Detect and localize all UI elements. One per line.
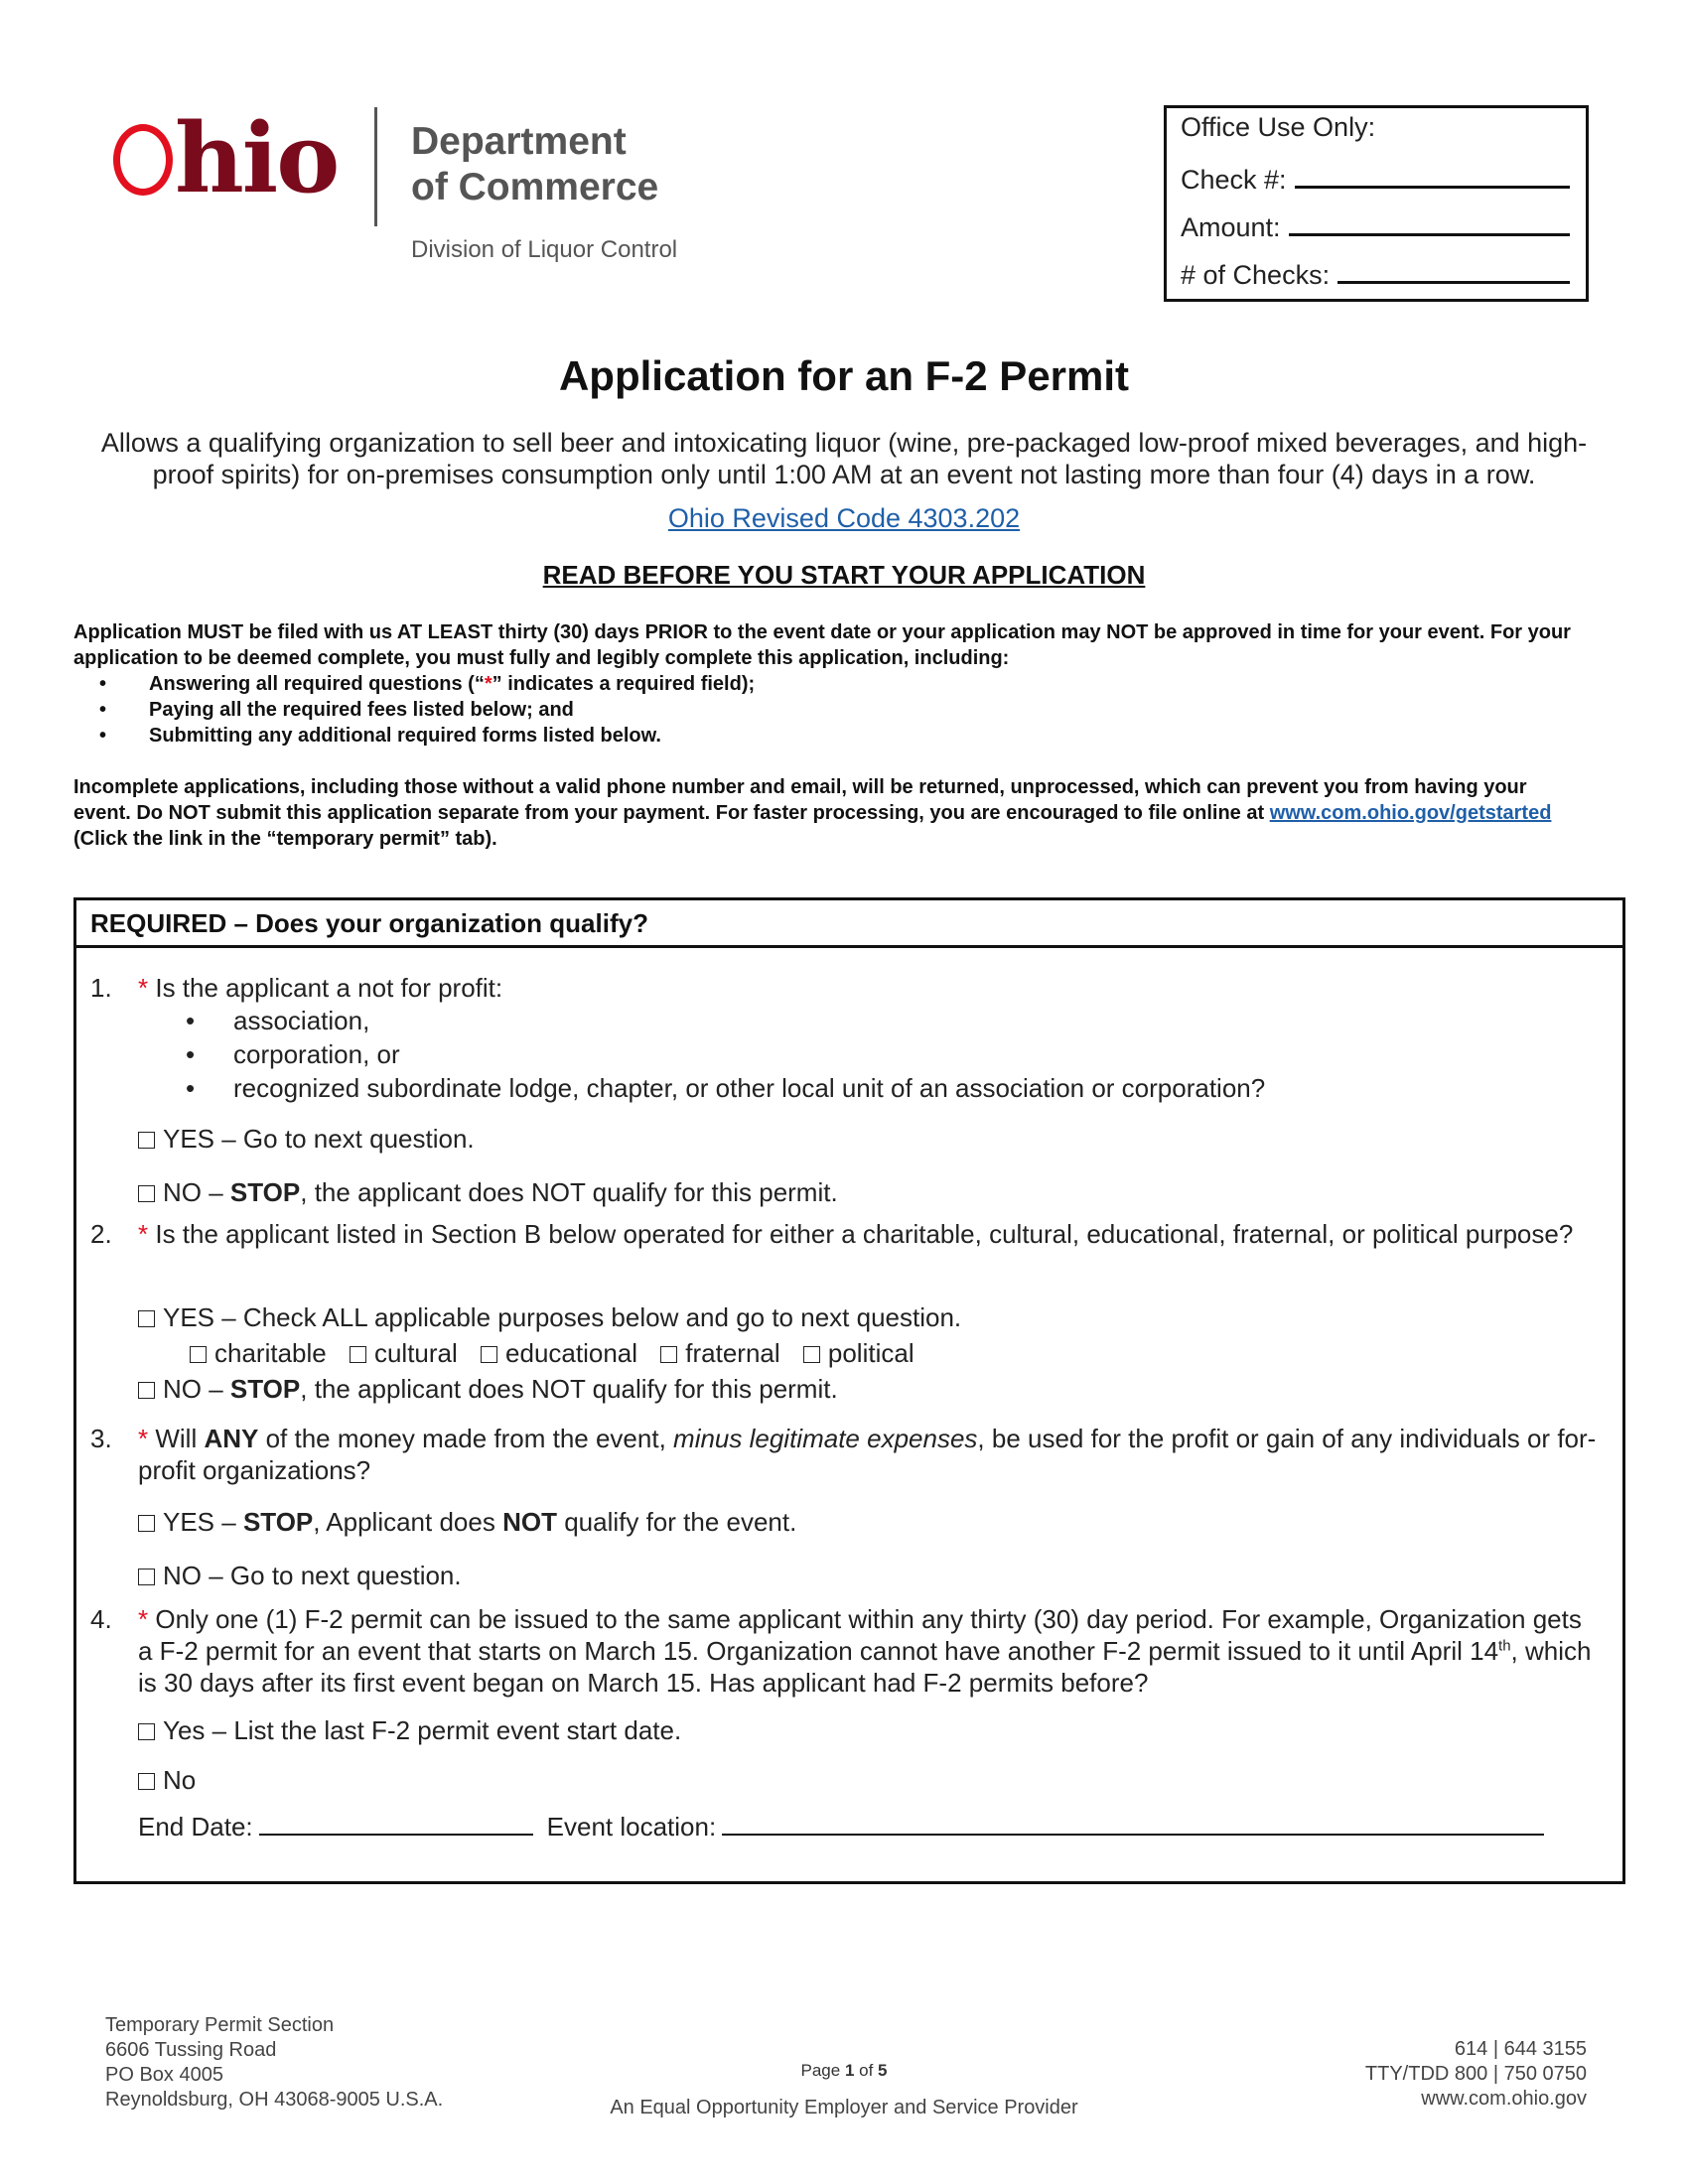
page-label: Page (800, 2061, 845, 2080)
num-checks-field[interactable] (1337, 255, 1570, 284)
q3-no-option[interactable] (138, 1560, 462, 1591)
checkbox[interactable] (138, 1132, 155, 1149)
option-label: , Applicant does (313, 1507, 503, 1537)
option-label: NO – Go to next question. (163, 1561, 462, 1590)
office-check-number-row (1181, 160, 1570, 207)
question-text: , be used for the profit or gain of any individuals or for-profit organizations? (138, 1424, 1597, 1485)
superscript: th (1498, 1637, 1511, 1655)
q1-options-list (186, 1004, 1265, 1105)
checkbox[interactable] (138, 1773, 155, 1790)
option-label: YES – Check ALL applicable purposes below and go to next question. (163, 1302, 962, 1332)
event-location-label: Event location: (546, 1812, 717, 1842)
q2-no-option[interactable] (138, 1373, 838, 1405)
purpose-charitable[interactable] (190, 1338, 327, 1368)
tty-number: TTY/TDD 800 | 750 0750 (1364, 2063, 1587, 2085)
getstarted-link[interactable]: www.com.ohio.gov/getstarted (1269, 802, 1552, 824)
checkbox[interactable] (138, 1185, 155, 1202)
question-1 (90, 972, 1600, 1004)
instructions-list-item: • Paying all the required fees listed below; and (73, 697, 1583, 723)
purpose-fraternal[interactable] (660, 1338, 779, 1368)
equal-opportunity-statement: An Equal Opportunity Employer and Service Provider (610, 2097, 1078, 2118)
num-checks-label: # of Checks: (1181, 260, 1331, 290)
paragraph-text: (Click the link in the “temporary permit” tab). (73, 828, 497, 850)
question-number: 2. (90, 1219, 112, 1249)
question-3 (90, 1423, 1600, 1486)
question-number: 1. (90, 973, 112, 1003)
end-date-field[interactable] (259, 1812, 533, 1836)
question-text: Only one (1) F-2 permit can be issued to the same applicant within any thirty (30) day period. For example, Organization gets a F-2 permit for an event that starts on March 15. Organization cannot have another F-2 permit issued to it until April 14 (138, 1604, 1582, 1666)
required-asterisk: * (138, 1424, 149, 1453)
page-total: 5 (878, 2061, 888, 2080)
department-line-1: Department (411, 120, 627, 163)
bullet-text: Answering all required questions (“ (149, 673, 485, 695)
read-before-heading: READ BEFORE YOU START YOUR APPLICATION (542, 560, 1146, 590)
question-number: 4. (90, 1604, 112, 1634)
required-asterisk: * (138, 1604, 149, 1634)
option-label: Yes – List the last F-2 permit event start date. (163, 1715, 682, 1745)
question-text-italic: minus legitimate expenses (673, 1424, 978, 1453)
q2-yes-option[interactable] (138, 1301, 961, 1333)
q4-no-option[interactable] (138, 1764, 196, 1796)
ohio-logo-text: hio (175, 102, 339, 214)
checkbox[interactable] (138, 1382, 155, 1399)
instructions-paragraph-2 (73, 774, 1583, 852)
not-text: NOT (502, 1507, 557, 1537)
q3-yes-option[interactable] (138, 1506, 796, 1538)
required-asterisk: * (138, 1219, 149, 1249)
address-line: Reynoldsburg, OH 43068-9005 U.S.A. (105, 2089, 444, 2111)
q4-fill-row (138, 1812, 1558, 1843)
q1-bullet-item: • recognized subordinate lodge, chapter, or other local unit of an association or corporation? (186, 1071, 1265, 1105)
phone-number: 614 | 644 3155 (1454, 2038, 1587, 2060)
purpose-educational[interactable] (481, 1338, 637, 1368)
purpose-label: cultural (373, 1338, 458, 1368)
address-line: Temporary Permit Section (105, 2014, 335, 2036)
question-text: Is the applicant a not for profit: (155, 973, 503, 1003)
stop-text: STOP (229, 1177, 301, 1207)
department-name (411, 119, 658, 210)
q1-yes-option[interactable] (138, 1123, 475, 1155)
checkbox[interactable] (481, 1346, 497, 1363)
option-label: YES – Go to next question. (163, 1124, 475, 1154)
stop-text: STOP (242, 1507, 314, 1537)
event-location-field[interactable] (722, 1812, 1544, 1836)
paragraph-text: Incomplete applications, including those without a valid phone number and email, will be returned, unprocessed, which can prevent you from having your event. Do NOT submit this application separate from your payment. For faster processing, you are encouraged to file online at (73, 776, 1527, 824)
amount-field[interactable] (1289, 207, 1570, 236)
office-use-box (1164, 105, 1589, 302)
department-line-2: of Commerce (411, 166, 659, 208)
purpose-label: fraternal (685, 1338, 780, 1368)
option-label: , the applicant does NOT qualify for this permit. (300, 1374, 838, 1404)
qualification-form (73, 897, 1625, 1884)
check-number-label: Check #: (1181, 165, 1287, 195)
checkbox[interactable] (138, 1569, 155, 1585)
division-name: Division of Liquor Control (411, 236, 678, 263)
ohio-logo-o-ring-icon (113, 124, 173, 196)
ohio-revised-code-link[interactable]: Ohio Revised Code 4303.202 (667, 503, 1021, 533)
question-text: Is the applicant listed in Section B below operated for either a charitable, cultural, educational, fraternal, or political purpose? (155, 1219, 1574, 1249)
instructions-block (73, 619, 1583, 852)
q1-bullet-item: • corporation, or (186, 1037, 1265, 1071)
ohio-logo-wordmark (113, 102, 339, 214)
page-of: of (854, 2061, 879, 2080)
website: www.com.ohio.gov (1421, 2088, 1587, 2110)
purpose-political[interactable] (803, 1338, 914, 1368)
amount-label: Amount: (1181, 212, 1281, 242)
footer-contact (1365, 2037, 1587, 2112)
option-label: No (163, 1765, 197, 1795)
page-current: 1 (844, 2061, 855, 2080)
question-text: , which is 30 days after its first event began on March 15. Has applicant had F-2 permits before? (138, 1636, 1592, 1698)
purpose-cultural[interactable] (350, 1338, 458, 1368)
option-label: qualify for the event. (556, 1507, 797, 1537)
question-2 (90, 1218, 1600, 1250)
checkbox[interactable] (138, 1515, 155, 1532)
checkbox[interactable] (660, 1346, 677, 1363)
question-text: of the money made from the event, (258, 1424, 674, 1453)
office-use-title-text: Office Use Only: (1181, 112, 1376, 142)
code-link-container (0, 503, 1688, 534)
stop-text: STOP (229, 1374, 301, 1404)
instructions-paragraph-1: Application MUST be filed with us AT LEAST thirty (30) days PRIOR to the event date or your application may NOT be approved in time for your event. For your application to be deemed complete, you must fully and legibly complete this application, including: (73, 621, 1571, 669)
checkbox[interactable] (138, 1723, 155, 1740)
question-text: Will (155, 1424, 205, 1453)
page-title: Application for an F-2 Permit (558, 352, 1130, 399)
address-line: PO Box 4005 (105, 2064, 223, 2086)
instructions-list-item: • Submitting any additional required forms listed below. (73, 723, 1583, 749)
required-asterisk: * (484, 673, 492, 695)
office-use-title (1181, 112, 1570, 160)
q1-bullet-item: • association, (186, 1004, 1265, 1037)
required-asterisk: * (138, 973, 149, 1003)
address-line: 6606 Tussing Road (105, 2039, 277, 2061)
question-number: 3. (90, 1424, 112, 1453)
option-label: NO – (163, 1177, 230, 1207)
q2-purposes (190, 1337, 930, 1369)
check-number-field[interactable] (1295, 160, 1570, 189)
purpose-label: charitable (214, 1338, 327, 1368)
option-label: YES – (163, 1507, 243, 1537)
option-label: , the applicant does NOT qualify for this permit. (300, 1177, 838, 1207)
bullet-text: ” indicates a required field); (492, 673, 756, 695)
q4-yes-option[interactable] (138, 1714, 681, 1746)
question-text-bold: ANY (204, 1424, 259, 1453)
purpose-label: educational (505, 1338, 638, 1368)
checkbox[interactable] (190, 1346, 207, 1363)
purpose-label: political (827, 1338, 914, 1368)
form-section-header: REQUIRED – Does your organization qualify? (76, 900, 1622, 948)
instructions-list-item (73, 671, 1583, 697)
checkbox[interactable] (350, 1346, 366, 1363)
logo-divider (374, 107, 377, 226)
question-4 (90, 1603, 1600, 1699)
option-label: NO – (163, 1374, 230, 1404)
checkbox[interactable] (138, 1310, 155, 1327)
checkbox[interactable] (803, 1346, 820, 1363)
office-amount-row (1181, 207, 1570, 255)
permit-description: Allows a qualifying organization to sell beer and intoxicating liquor (wine, pre-packaged low-proof mixed beverages, and high-proof spirits) for on-premises consumption only until 1:00 AM at an event not lasting more than four (4) days in a row. (100, 428, 1588, 489)
end-date-label: End Date: (138, 1812, 253, 1842)
instructions-list (73, 671, 1583, 749)
office-num-checks-row (1181, 255, 1570, 303)
q1-no-option[interactable] (138, 1176, 838, 1208)
